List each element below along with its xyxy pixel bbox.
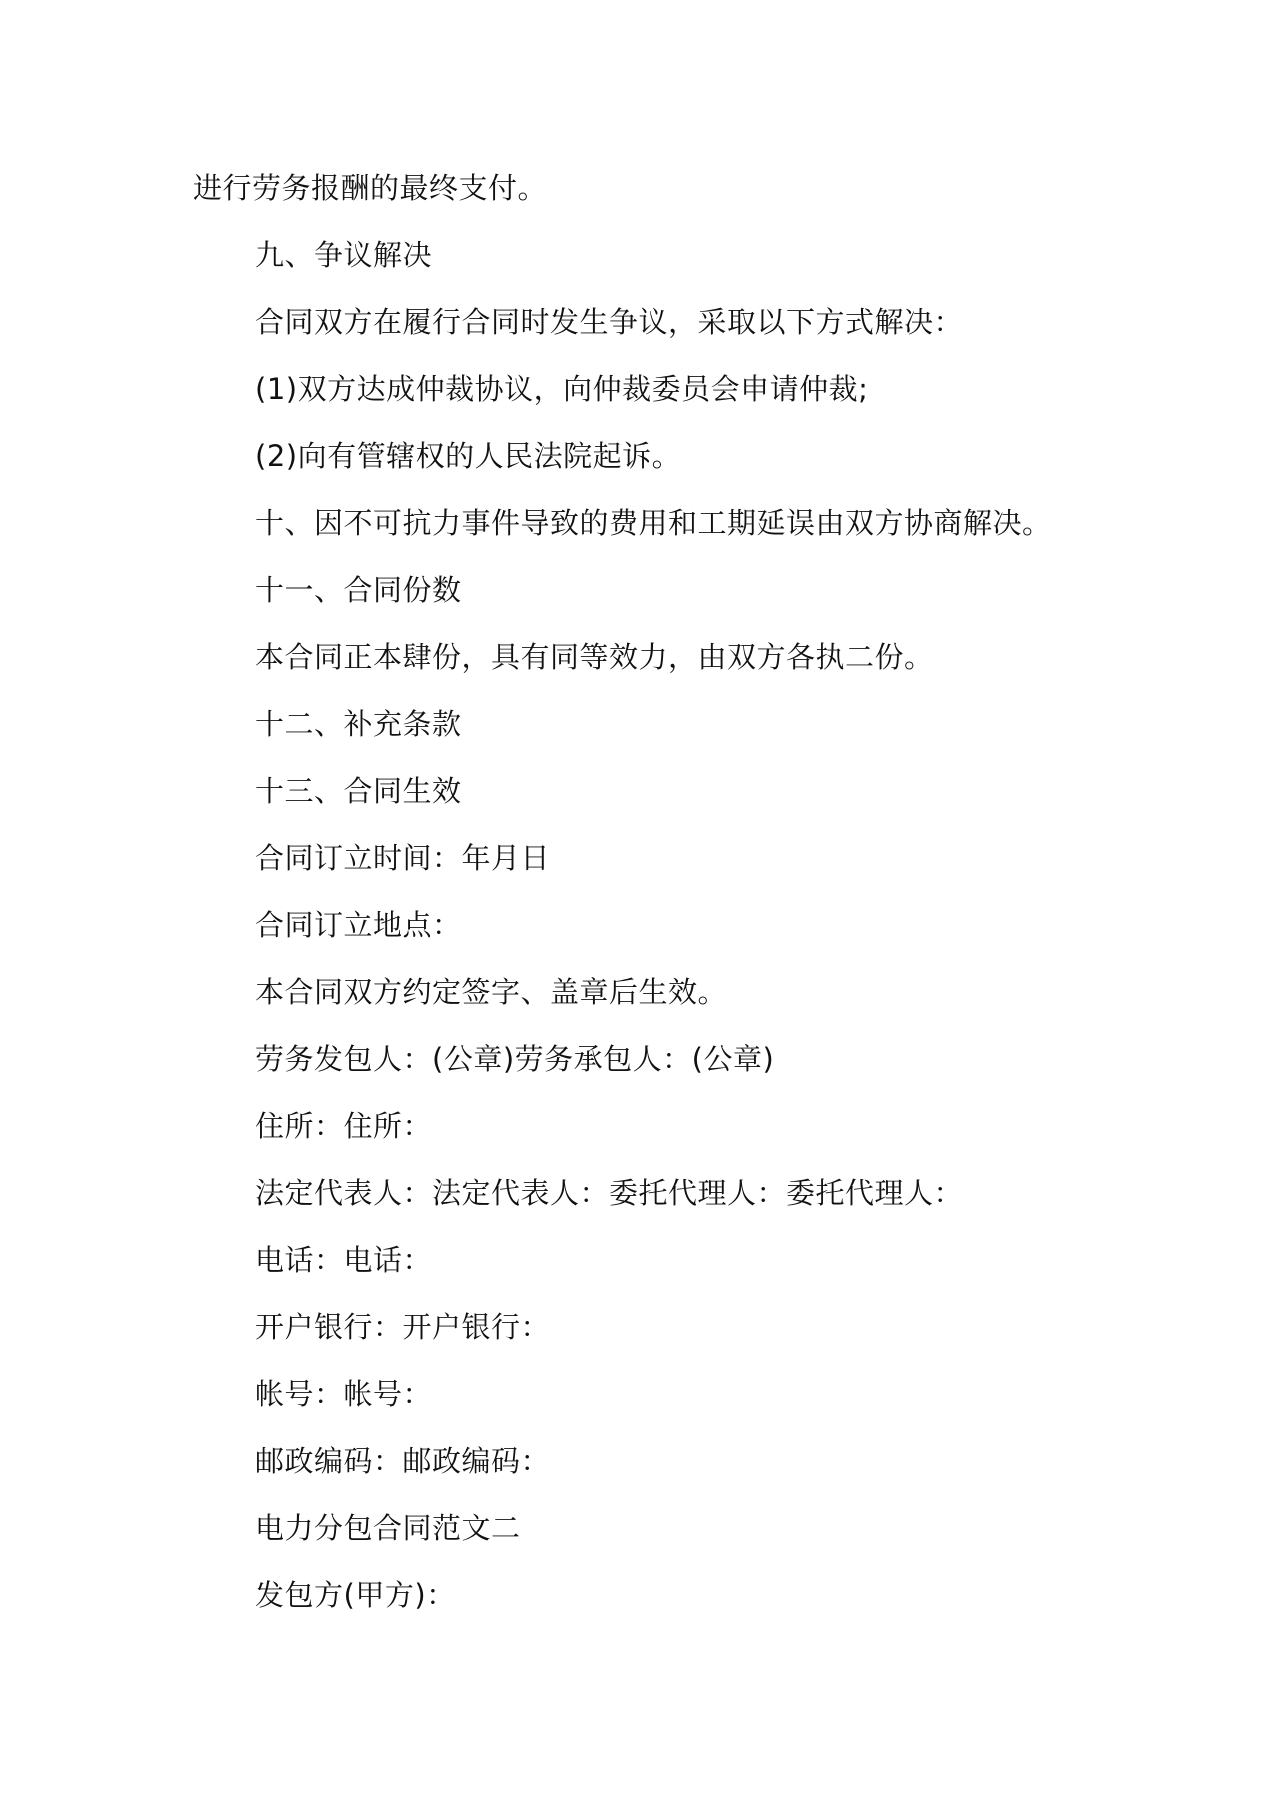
- text-line-parties-seal: 劳务发包人：(公章)劳务承包人：(公章): [255, 1042, 775, 1076]
- text-line-copies-detail: 本合同正本肆份，具有同等效力，由双方各执二份。: [255, 640, 934, 674]
- text-line-effective-condition: 本合同双方约定签字、盖章后生效。: [255, 975, 728, 1009]
- text-line-litigation: (2)向有管辖权的人民法院起诉。: [255, 439, 682, 473]
- text-line-signing-date: 合同订立时间：年月日: [255, 841, 551, 875]
- text-line-payment-continuation: 进行劳务报酬的最终支付。: [193, 171, 548, 205]
- text-line-account: 帐号：帐号：: [255, 1377, 433, 1411]
- text-line-party-a: 发包方(甲方)：: [255, 1578, 456, 1612]
- heading-contract-copies: 十一、合同份数: [255, 573, 462, 607]
- heading-second-template: 电力分包合同范文二: [255, 1511, 521, 1545]
- heading-dispute-resolution: 九、争议解决: [255, 238, 433, 272]
- text-line-dispute-intro: 合同双方在履行合同时发生争议，采取以下方式解决：: [255, 305, 964, 339]
- text-line-arbitration: (1)双方达成仲裁协议，向仲裁委员会申请仲裁;: [255, 372, 869, 406]
- text-line-postal-code: 邮政编码：邮政编码：: [255, 1444, 551, 1478]
- text-line-bank: 开户银行：开户银行：: [255, 1310, 551, 1344]
- text-line-representatives: 法定代表人：法定代表人：委托代理人：委托代理人：: [255, 1176, 964, 1210]
- text-line-phone: 电话：电话：: [255, 1243, 433, 1277]
- heading-contract-effect: 十三、合同生效: [255, 774, 462, 808]
- heading-force-majeure: 十、因不可抗力事件导致的费用和工期延误由双方协商解决。: [255, 506, 1052, 540]
- text-line-signing-place: 合同订立地点：: [255, 908, 462, 942]
- heading-supplementary-terms: 十二、补充条款: [255, 707, 462, 741]
- text-line-address: 住所：住所：: [255, 1109, 433, 1143]
